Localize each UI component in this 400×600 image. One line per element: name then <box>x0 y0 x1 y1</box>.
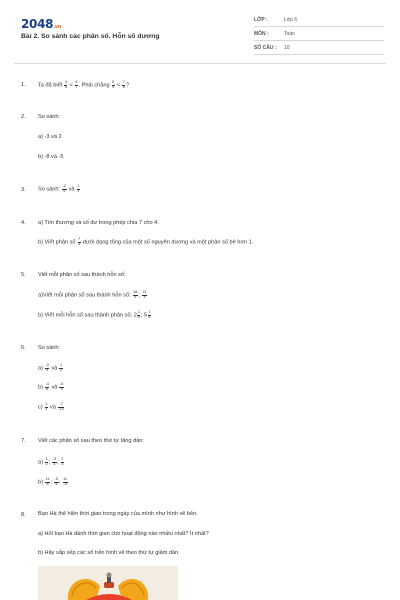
denominator: 3 <box>61 461 64 466</box>
fraction <box>78 238 81 246</box>
fraction <box>62 185 66 193</box>
info-label: MÔN : <box>254 31 269 37</box>
question-number: 7. <box>21 438 26 444</box>
numerator: 1 <box>77 184 80 188</box>
question-number: 3. <box>21 187 26 193</box>
less-than: < <box>116 82 121 89</box>
numerator: 7 <box>122 80 125 84</box>
denominator: 4 <box>46 367 49 372</box>
q6-part-b <box>38 383 64 391</box>
q5-text: a)Viết mỗi phân số sau thành hỗn số: <box>38 292 131 299</box>
info-value: Toán <box>284 31 295 37</box>
question-6: So sánh: <box>38 345 61 351</box>
denominator: -10 <box>58 406 64 411</box>
numerator: 1 <box>148 310 151 314</box>
q3-text: So sánh: <box>38 186 61 193</box>
mixed-whole: 2 <box>133 312 137 319</box>
fraction <box>59 383 63 391</box>
denominator: 3 <box>77 188 80 193</box>
numerator: 1 <box>45 457 48 461</box>
and-text: và <box>51 384 58 391</box>
denominator: 6 <box>46 386 49 391</box>
question-3 <box>38 185 80 193</box>
logo-sub: .vn <box>53 24 62 30</box>
q6-part-c <box>38 403 65 411</box>
logo-main: 2048 <box>21 17 54 31</box>
q6-part-a <box>38 364 63 372</box>
q5-part-b: b) Viết mỗi hỗn số sau thành phân số: 2 $\frac{1}{5}$ ; 5 $\frac{1}{6}$ <box>38 310 151 319</box>
numerator: 11 <box>63 477 68 481</box>
denominator: 5 <box>134 294 137 299</box>
q5-part-a: a)Viết mỗi phân số sau thành hỗn số: $\frac{18}{5}$ ; $\frac{21}{4}$ <box>38 290 147 299</box>
mixed-whole: 5 <box>144 312 148 319</box>
numerator: -5 <box>54 477 58 481</box>
question-number: 8. <box>21 512 26 518</box>
q4-text: dưới dạng tổng của một số nguyên dương và một phân số bé hơn 1. <box>82 239 254 246</box>
denominator: 6 <box>122 84 125 89</box>
denominator: 2 <box>59 367 63 372</box>
denominator: 4 <box>55 481 58 486</box>
numerator: 2 <box>61 457 64 461</box>
q4-text: b) Viết phân số <box>38 239 76 246</box>
fraction <box>45 383 49 391</box>
numerator: -4 <box>45 382 49 386</box>
info-count <box>254 45 384 55</box>
fraction <box>63 478 68 486</box>
numerator: 1 <box>59 363 63 367</box>
info-label: LỚP : <box>254 17 268 23</box>
numerator: -7 <box>59 402 63 406</box>
fraction <box>58 403 65 411</box>
fraction <box>137 311 140 319</box>
q7-part-b: b) $\frac{11}{6}$ ; $\frac{-5}{4}$ ; $\frac{11}{-4}$ <box>38 477 68 486</box>
part-label: a) <box>38 365 43 372</box>
q8-part-a: a) Hỏi bạn Hà dành thời gian cho hoạt động nào nhiều nhất? Ít nhất? <box>38 531 209 537</box>
denominator: -4 <box>63 481 67 486</box>
fraction <box>52 458 56 466</box>
question-number: 5. <box>21 272 26 278</box>
numerator: 7 <box>78 237 81 241</box>
q7-part-a: a) $\frac{1}{2}$ ; $\frac{-3}{4}$ ; $\frac{2}{3}$ <box>38 457 64 466</box>
denominator: 5 <box>64 84 67 89</box>
part-label: b) <box>38 479 43 486</box>
fraction <box>59 364 62 372</box>
denominator: 2 <box>45 461 48 466</box>
info-value: Lớp 6 <box>284 17 298 23</box>
q1-text: Ta đã biết <box>38 82 63 89</box>
and-text: và <box>49 404 56 411</box>
denominator: 9 <box>60 386 63 391</box>
q1-text: ? <box>125 82 129 89</box>
numerator: -3 <box>45 363 49 367</box>
q3-text: và <box>68 186 75 193</box>
denominator: 6 <box>46 481 49 486</box>
question-8: Bạn Hà thể hiện thời gian trong ngày của mình như hình vẽ bên. <box>38 511 198 517</box>
and-text: và <box>51 365 58 372</box>
numerator: 21 <box>142 290 147 294</box>
fraction <box>61 458 64 466</box>
denominator: 7 <box>75 84 78 89</box>
q5-text: b) Viết mỗi hỗn số sau thành phân số: <box>38 312 133 319</box>
numerator: 3 <box>45 402 48 406</box>
question-number: 2. <box>21 114 26 120</box>
numerator: 6 <box>75 80 78 84</box>
numerator: -2 <box>62 184 67 188</box>
info-label: SỐ CÂU : <box>254 45 277 51</box>
question-5: Viết mỗi phân số sau thành hỗn số: <box>38 272 126 278</box>
fraction <box>112 81 115 89</box>
denominator: 4 <box>53 461 56 466</box>
q2-part-a: a) -3 và 2 <box>38 134 62 140</box>
denominator: 4 <box>45 406 48 411</box>
numerator: -3 <box>52 457 57 461</box>
denominator: 6 <box>148 314 151 319</box>
header-divider <box>14 63 386 64</box>
part-label: b) <box>38 384 43 391</box>
fraction <box>64 81 67 89</box>
q2-part-b: b) -8 và -5 <box>38 154 64 160</box>
fraction <box>148 311 151 319</box>
numerator: -5 <box>59 382 64 386</box>
q8-part-b: b) Hãy sắp xếp các số trên hình vẽ theo thứ tự giảm dần. <box>38 550 180 556</box>
alarm-clock-icon <box>38 566 178 600</box>
denominator: 4 <box>112 84 115 89</box>
denominator: 4 <box>78 241 81 246</box>
numerator: 1 <box>137 310 140 314</box>
fraction <box>45 478 50 486</box>
part-label: c) <box>38 404 43 411</box>
question-number: 1. <box>21 82 26 88</box>
fraction <box>133 291 138 299</box>
alarm-clock-illustration <box>38 566 178 600</box>
document-title: Bài 2. So sánh các phân số. Hỗn số dương <box>21 33 160 40</box>
question-1 <box>38 81 129 89</box>
info-subject <box>254 31 384 41</box>
numerator: 4 <box>64 80 67 84</box>
denominator: 4 <box>143 294 146 299</box>
denominator: 5 <box>137 314 140 319</box>
less-than: < <box>69 82 73 89</box>
fraction <box>54 478 58 486</box>
question-number: 4. <box>21 220 26 226</box>
fraction <box>45 364 49 372</box>
question-2: So sánh: <box>38 114 61 120</box>
logo[interactable] <box>21 17 61 31</box>
fraction <box>77 185 80 193</box>
fraction <box>45 458 48 466</box>
numerator: 11 <box>45 477 50 481</box>
info-class <box>254 17 384 27</box>
part-label: a) <box>38 459 43 466</box>
numerator: 18 <box>133 290 138 294</box>
fraction <box>142 291 147 299</box>
q1-text: . Phải chăng <box>78 82 110 89</box>
denominator: 5 <box>63 188 66 193</box>
question-number: 6. <box>21 345 26 351</box>
question-7: Viết các phân số sau theo thứ tự tăng dần: <box>38 438 144 444</box>
numerator: 5 <box>112 80 115 84</box>
q4-part-b <box>38 238 253 246</box>
info-value: 10 <box>284 45 290 51</box>
q4-part-a: a) Tìm thương và số dư trong phép chia 7 cho 4. <box>38 220 159 226</box>
fraction <box>45 403 48 411</box>
